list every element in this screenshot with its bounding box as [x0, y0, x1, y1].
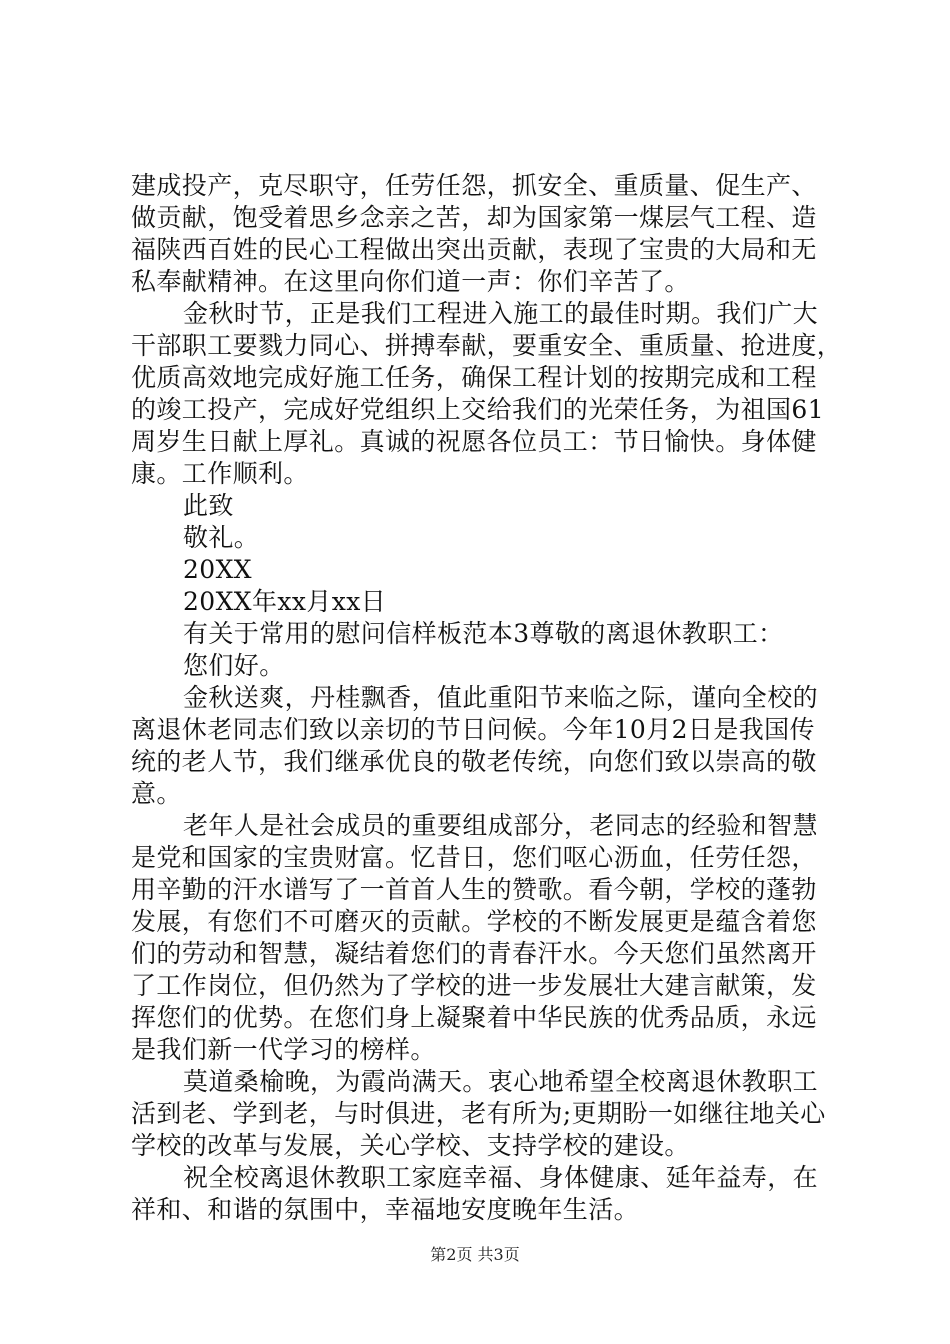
- text-line: 离退休老同志们致以亲切的节日问候。今年10月2日是我国传: [131, 715, 815, 744]
- text-line: 是我们新一代学习的榜样。: [131, 1035, 436, 1064]
- text-line: 优质高效地完成好施工任务，确保工程计划的按期完成和工程: [131, 363, 817, 392]
- page-footer: 第2页 共3页: [430, 1245, 520, 1264]
- document-body: [131, 170, 843, 1226]
- text-line: 福陕西百姓的民心工程做出突出贡献，表现了宝贵的大局和无: [131, 235, 817, 264]
- text-line: 金秋时节，正是我们工程进入施工的最佳时期。我们广大: [183, 299, 819, 328]
- text-line: 老年人是社会成员的重要组成部分，老同志的经验和智慧: [183, 811, 819, 840]
- text-line: 了工作岗位，但仍然为了学校的进一步发展壮大建言献策，发: [131, 971, 817, 1000]
- text-line: 发展，有您们不可磨灭的贡献。学校的不断发展更是蕴含着您: [131, 907, 817, 936]
- text-line: 祝全校离退休教职工家庭幸福、身体健康、延年益寿，在: [183, 1163, 819, 1192]
- text-line: 统的老人节，我们继承优良的敬老传统，向您们致以崇高的敬: [131, 747, 817, 776]
- text-line: 周岁生日献上厚礼。真诚的祝愿各位员工：节日愉快。身体健: [131, 427, 817, 456]
- text-line: 康。工作顺利。: [131, 459, 309, 488]
- text-line: 有关于常用的慰问信样板范本3尊敬的离退休教职工：: [183, 619, 784, 648]
- text-line: 金秋送爽，丹桂飘香，值此重阳节来临之际，谨向全校的: [183, 683, 819, 712]
- text-line: 用辛勤的汗水谱写了一首首人生的赞歌。看今朝，学校的蓬勃: [131, 875, 817, 904]
- text-line: 学校的改革与发展，关心学校、支持学校的建设。: [131, 1131, 690, 1160]
- text-line: 祥和、和谐的氛围中，幸福地安度晚年生活。: [131, 1195, 640, 1224]
- text-line: 干部职工要戮力同心、拼搏奉献，要重安全、重质量、抢进度，: [131, 331, 843, 360]
- text-line: 做贡献，饱受着思乡念亲之苦，却为国家第一煤层气工程、造: [131, 203, 817, 232]
- text-line: 活到老、学到老，与时俱进，老有所为;更期盼一如继往地关心: [131, 1099, 826, 1128]
- text-line: 敬礼。: [183, 523, 260, 552]
- text-line: 您们好。: [183, 651, 285, 680]
- text-line: 此致: [183, 491, 234, 520]
- text-line: 20XX年xx月xx日: [183, 587, 387, 616]
- text-line: 们的劳动和智慧，凝结着您们的青春汗水。今天您们虽然离开: [131, 939, 817, 968]
- text-line: 私奉献精神。在这里向你们道一声：你们辛苦了。: [131, 267, 690, 296]
- text-line: 意。: [131, 779, 182, 808]
- text-line: 20XX: [183, 555, 253, 584]
- text-line: 的竣工投产，完成好党组织上交给我们的光荣任务，为祖国61: [131, 395, 825, 424]
- text-line: 是党和国家的宝贵财富。忆昔日，您们呕心沥血，任劳任怨，: [131, 843, 817, 872]
- text-line: 挥您们的优势。在您们身上凝聚着中华民族的优秀品质，永远: [131, 1003, 817, 1032]
- text-line: 建成投产，克尽职守，任劳任怨，抓安全、重质量、促生产、: [131, 171, 817, 200]
- text-line: 莫道桑榆晚，为霞尚满天。衷心地希望全校离退休教职工: [183, 1067, 819, 1096]
